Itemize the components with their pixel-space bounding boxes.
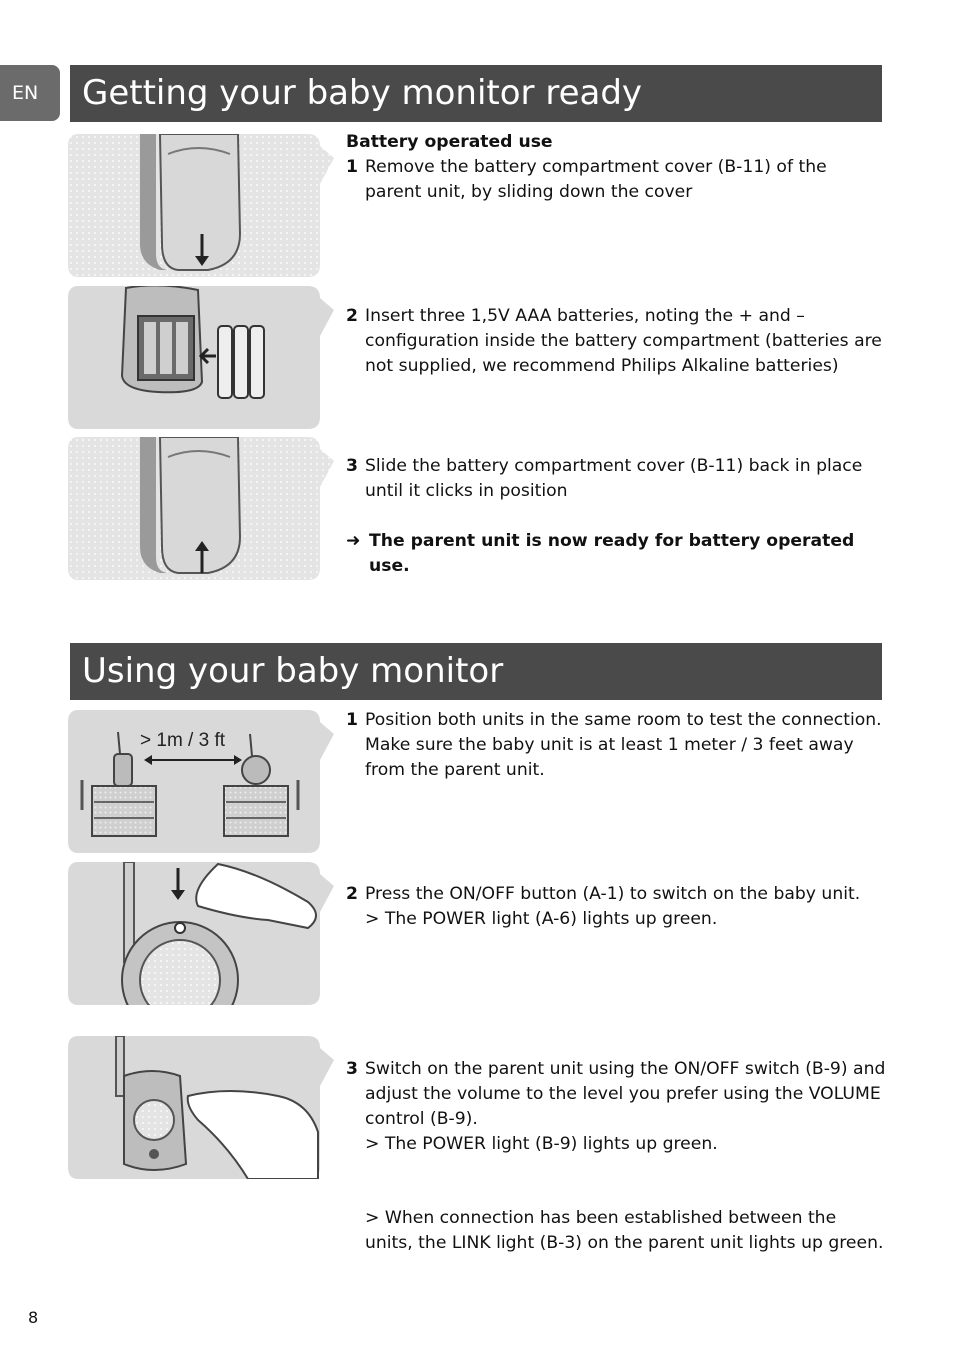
step-text: Press the ON/OFF button (A-1) to switch on the baby unit. — [365, 884, 861, 904]
section-title-using-monitor: Using your baby monitor — [70, 643, 882, 700]
step-number: 1 — [346, 157, 358, 177]
step-number: 3 — [346, 1059, 358, 1079]
distance-label: > 1m / 3 ft — [140, 730, 226, 751]
illustration-insert-batteries — [68, 286, 334, 429]
page-number: 8 — [28, 1308, 39, 1327]
step-text: Switch on the parent unit using the ON/OFF switch (B-9) and adjust the volume to the level you prefer using the VOLUME control (B-9). — [365, 1059, 886, 1129]
illustration-remove-cover — [68, 134, 334, 277]
ready-step-1 — [346, 155, 886, 205]
ready-step-3-block — [346, 454, 886, 579]
ready-step-3 — [346, 454, 886, 504]
connection-note-text: > When connection has been established between the units, the LINK light (B-3) on the parent unit lights up green. — [365, 1208, 884, 1253]
connection-note — [346, 1206, 886, 1256]
using-step-3-result: > The POWER light (B-9) lights up green. — [365, 1134, 718, 1154]
arrow-right-icon: ➜ — [346, 531, 361, 551]
step-number: 1 — [346, 710, 358, 730]
battery-subheading: Battery operated use — [346, 132, 553, 152]
using-step-3 — [346, 1057, 886, 1132]
ready-result — [346, 529, 886, 579]
illustration-parent-unit-switch — [68, 1036, 334, 1179]
using-step-1 — [346, 708, 886, 783]
language-tab: EN — [0, 65, 60, 121]
battery-steps — [346, 130, 886, 205]
step-number: 2 — [346, 306, 358, 326]
using-step-2-block — [346, 882, 886, 932]
using-step-1-block — [346, 708, 886, 783]
step-text: Slide the battery compartment cover (B-11) back in place until it clicks in position — [365, 456, 863, 501]
step-number: 3 — [346, 456, 358, 476]
illustration-replace-cover — [68, 437, 334, 580]
ready-step-2 — [346, 304, 886, 379]
using-step-2-result: > The POWER light (A-6) lights up green. — [365, 909, 718, 929]
step-number: 2 — [346, 884, 358, 904]
step-text: Remove the battery compartment cover (B-11) of the parent unit, by sliding down the cover — [365, 157, 827, 202]
step-text: Position both units in the same room to test the connection. Make sure the baby unit is at least 1 meter / 3 feet away from the parent unit. — [365, 710, 882, 780]
illustration-press-on-button — [68, 862, 334, 1005]
section-title-getting-ready: Getting your baby monitor ready — [70, 65, 882, 122]
using-step-2 — [346, 882, 886, 907]
using-step-3-block — [346, 1057, 886, 1157]
step-text: Insert three 1,5V AAA batteries, noting the + and – configuration inside the battery compartment (batteries are not supplied, we recommend Philips Alkaline batteries) — [365, 306, 882, 376]
illustration-position-units — [68, 710, 334, 853]
ready-step-2-block — [346, 304, 886, 379]
result-text: The parent unit is now ready for battery operated use. — [369, 531, 855, 576]
